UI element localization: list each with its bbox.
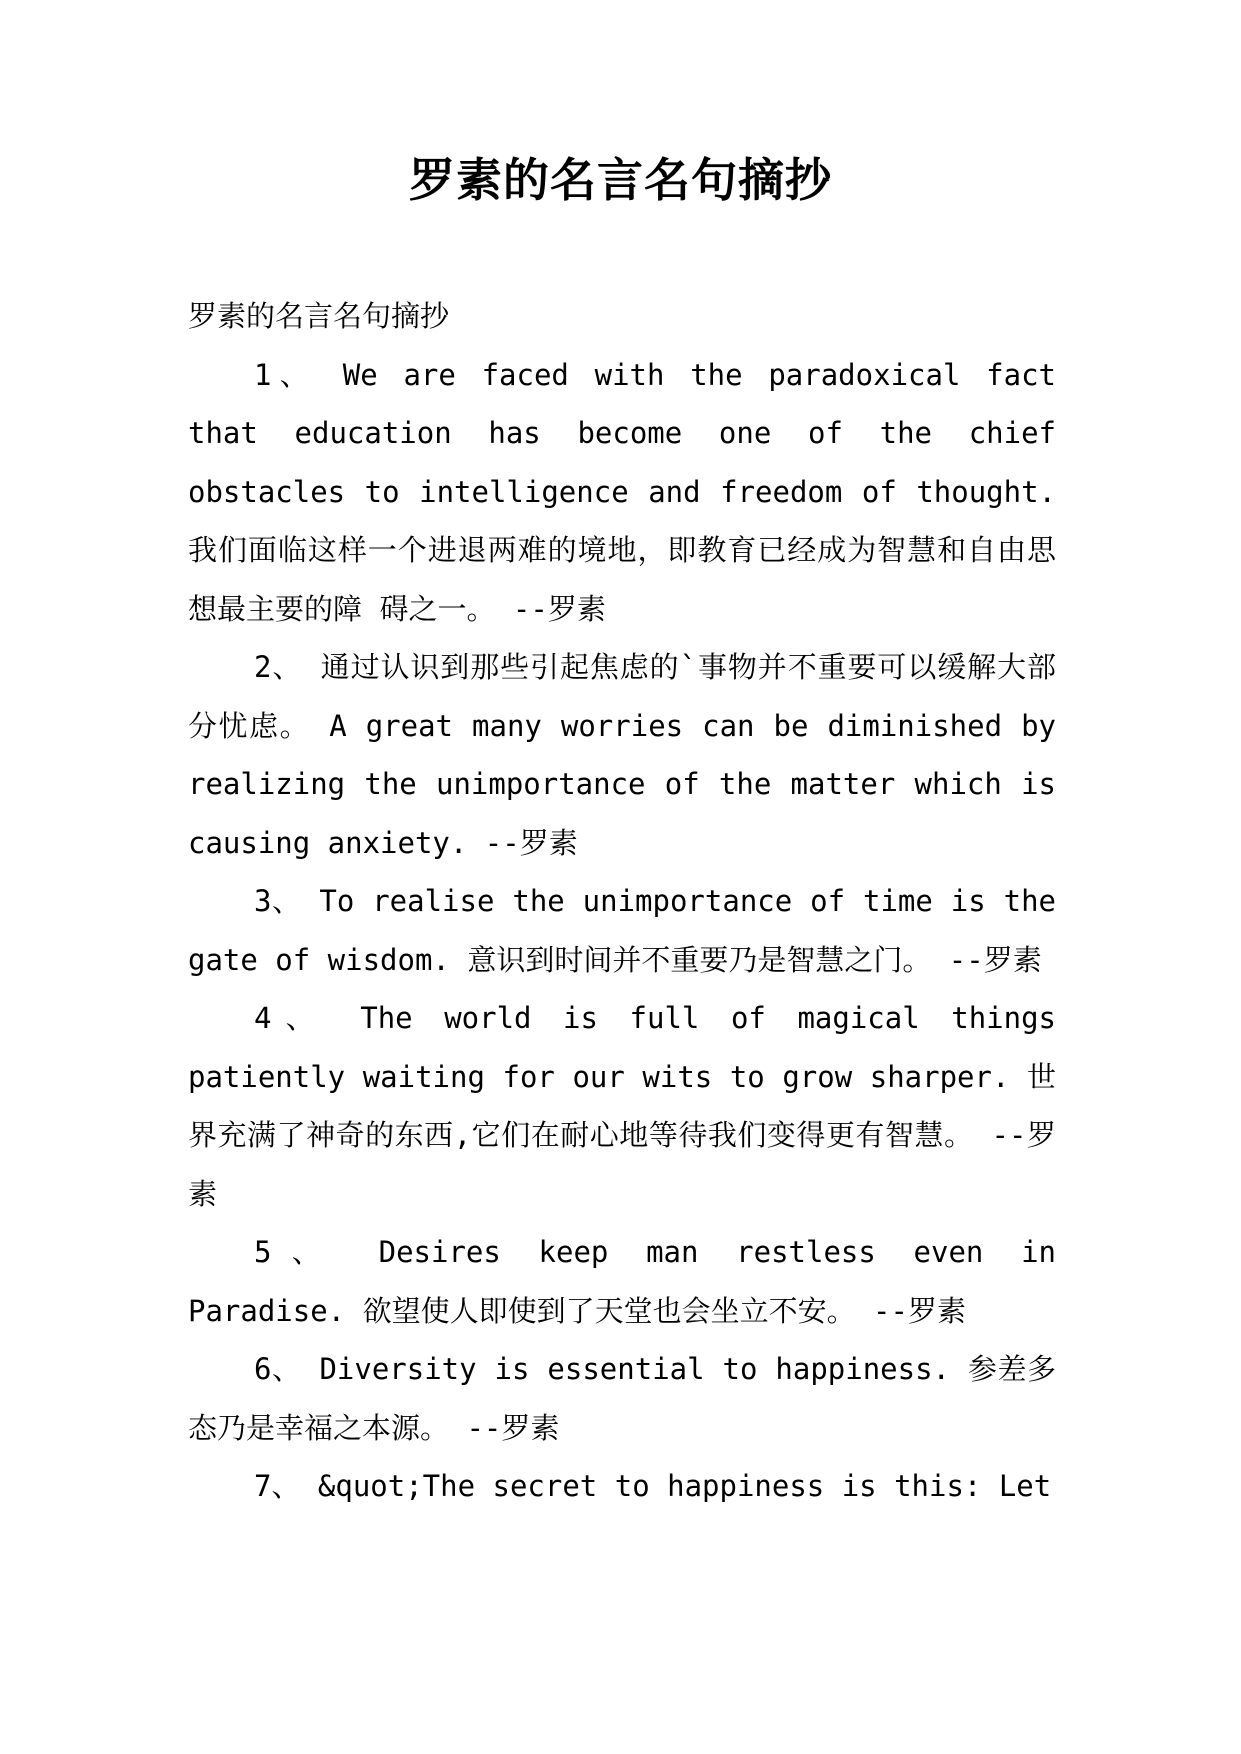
quote-paragraph-2: 2、 通过认识到那些引起焦虑的`事物并不重要可以缓解大部分忧虑。 A great many worries can be diminished by realizing the unimportance of the matter which is causing anxiety. --罗素 (188, 650, 1056, 860)
quote-paragraph-4: 4、 The world is full of magical things patiently waiting for our wits to grow sharper. 世界充满了神奇的东西,它们在耐心地等待我们变得更有智慧。 --罗素 (188, 1001, 1056, 1211)
document-body (188, 287, 1056, 1516)
page-title: 罗素的名言名句摘抄 (409, 153, 832, 207)
quote-paragraph-1: 1、 We are faced with the paradoxical fact that education has become one of the chief obstacles to intelligence and freedom of thought. 我们面临这样一个进退两难的境地，即教育已经成为智慧和自由思想最主要的障 碍之一。 --罗素 (188, 357, 1056, 626)
quote-paragraph-5: 5、 Desires keep man restless even in Paradise. 欲望使人即使到了天堂也会坐立不安。 --罗素 (188, 1235, 1056, 1328)
quote-paragraph-7: 7、 &quot;The secret to happiness is this: Let (254, 1469, 1052, 1503)
document-subtitle: 罗素的名言名句摘抄 (188, 299, 450, 333)
quote-paragraph-6: 6、 Diversity is essential to happiness. 参差多态乃是幸福之本源。 --罗素 (188, 1352, 1056, 1445)
quote-paragraph-3: 3、 To realise the unimportance of time is the gate of wisdom. 意识到时间并不重要乃是智慧之门。 --罗素 (188, 884, 1056, 977)
